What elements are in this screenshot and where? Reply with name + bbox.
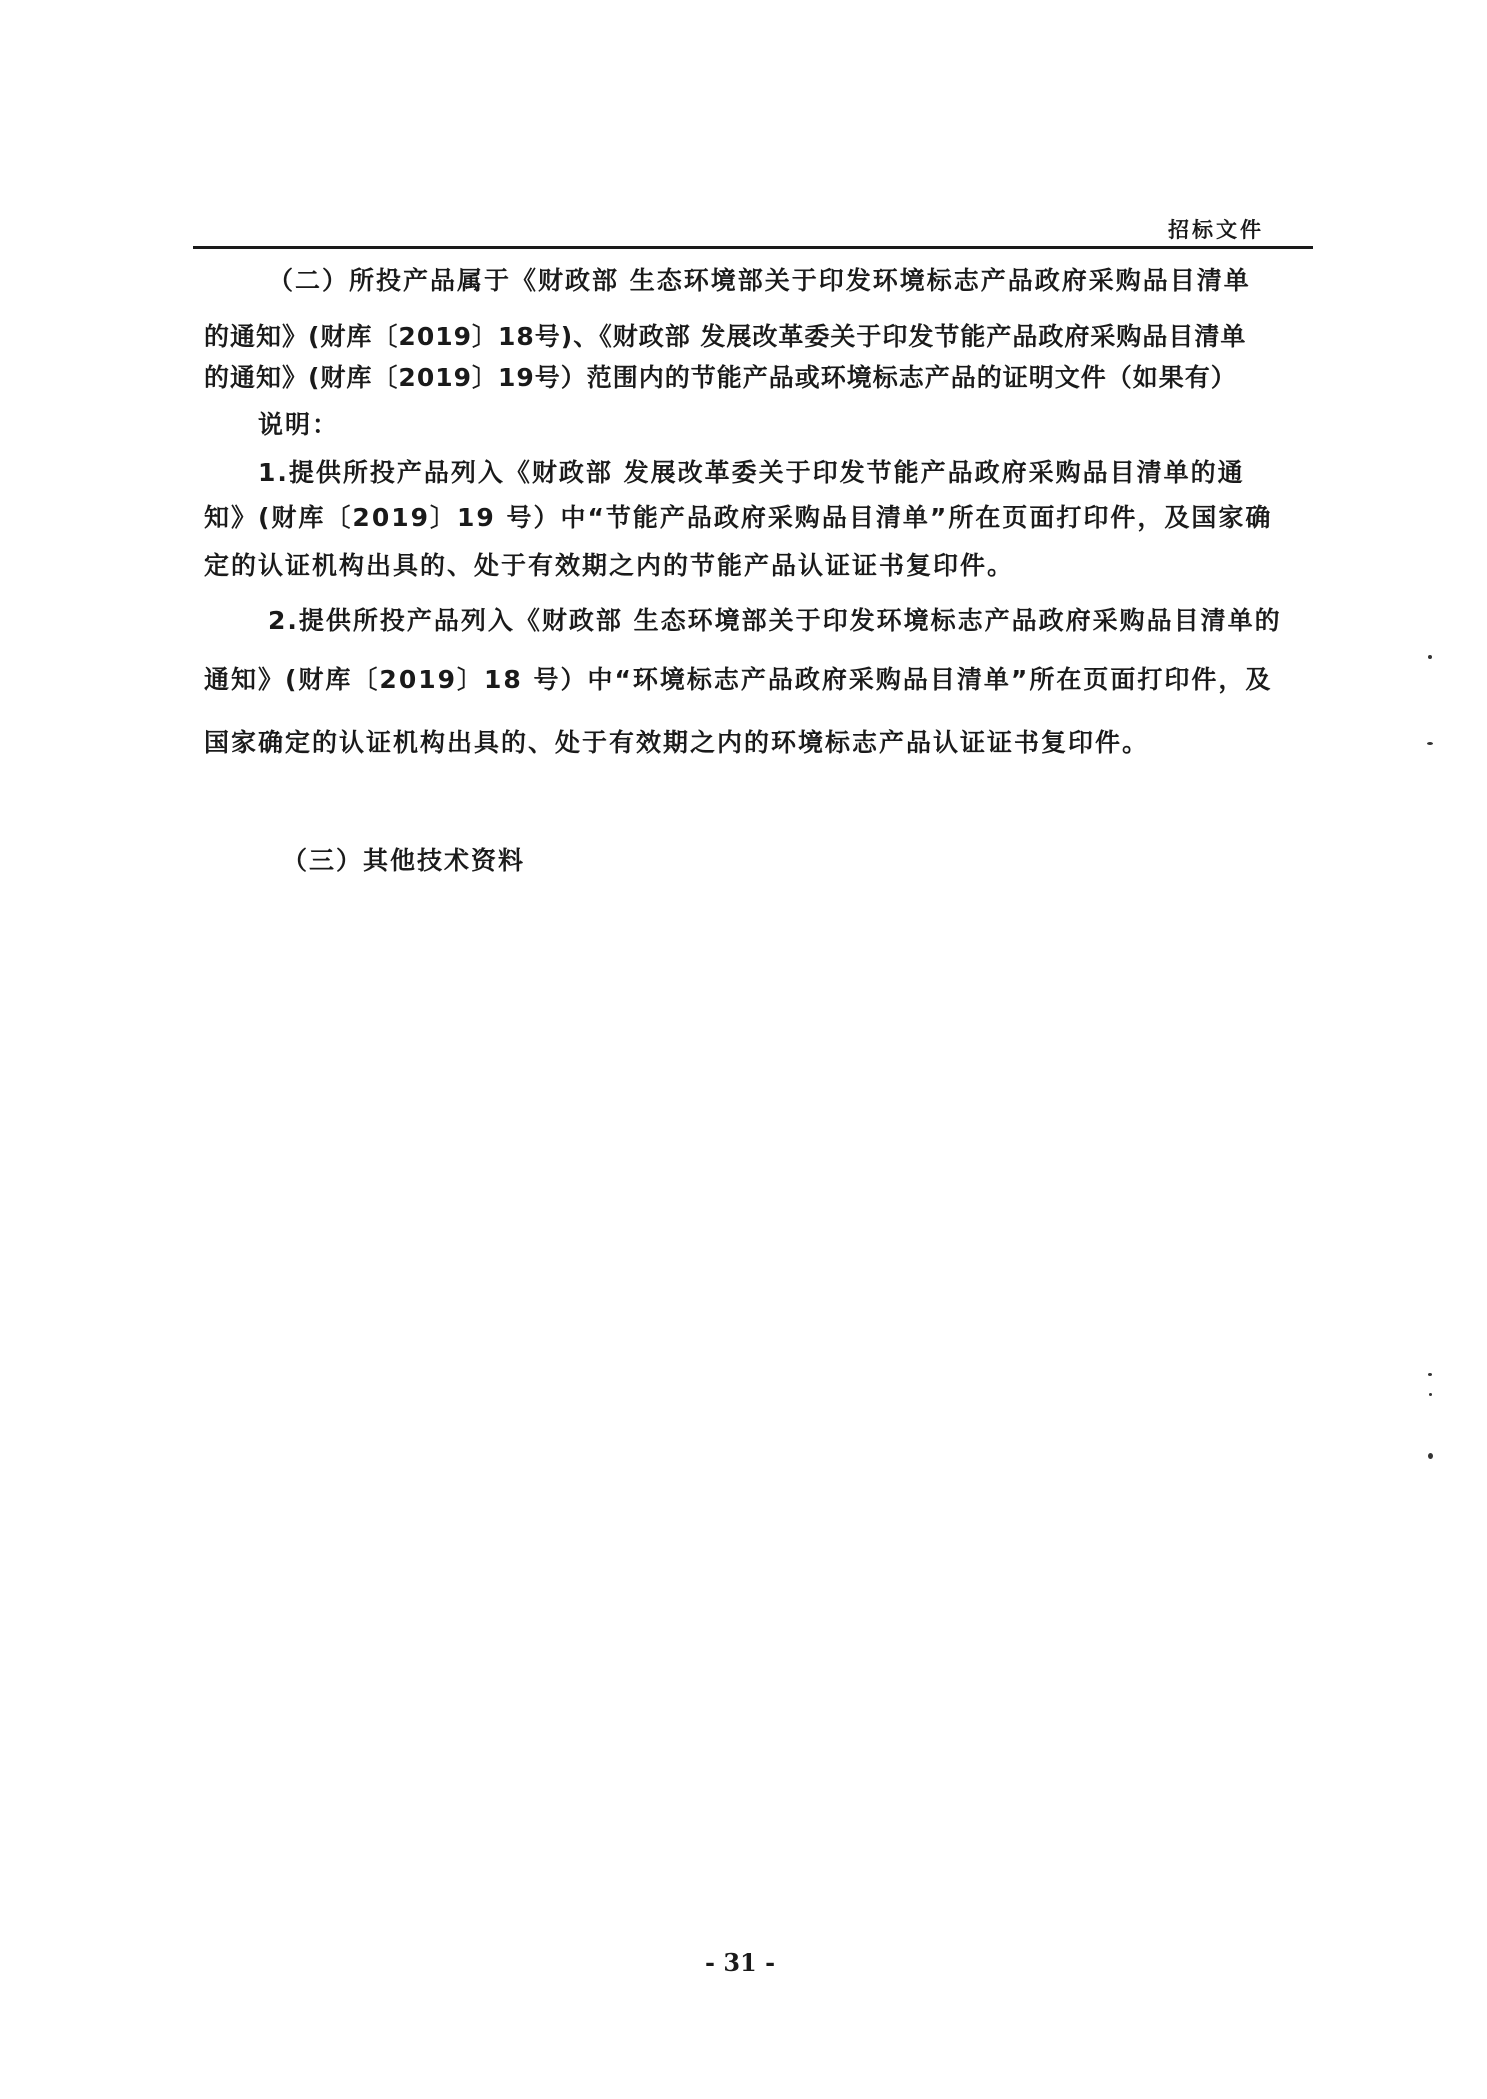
header-rule: [193, 246, 1313, 249]
item2-line-1: 2.提供所投产品列入《财政部 生态环境部关于印发环境标志产品政府采购品目清单的: [268, 606, 1282, 635]
item1-line-3: 定的认证机构出具的、处于有效期之内的节能产品认证证书复印件。: [204, 551, 1015, 580]
section3-title: （三）其他技术资料: [282, 846, 526, 875]
section2-title-line-3: 的通知》(财库〔2019〕19号）范围内的节能产品或环境标志产品的证明文件（如果有）: [204, 363, 1237, 392]
item1-line-2: 知》(财库〔2019〕19 号）中“节能产品政府采购品目清单”所在页面打印件，及国家确: [204, 503, 1273, 532]
scan-speck: [1427, 742, 1433, 745]
note-label: 说明：: [258, 410, 340, 439]
page-number: - 31 -: [705, 1948, 776, 1977]
header-label: 招标文件: [1168, 218, 1264, 242]
scan-speck: [1428, 1373, 1432, 1376]
scan-speck: [1428, 1453, 1433, 1459]
section2-title-line-2: 的通知》(财库〔2019〕18号)、《财政部 发展改革委关于印发节能产品政府采购品目清单: [204, 322, 1247, 351]
scan-speck: [1428, 655, 1432, 659]
item2-line-3: 国家确定的认证机构出具的、处于有效期之内的环境标志产品认证证书复印件。: [204, 728, 1150, 757]
item2-line-2: 通知》(财库〔2019〕18 号）中“环境标志产品政府采购品目清单”所在页面打印件，及: [204, 665, 1273, 694]
scan-speck: [1429, 1393, 1432, 1396]
item1-line-1: 1.提供所投产品列入《财政部 发展改革委关于印发节能产品政府采购品目清单的通: [258, 458, 1245, 487]
section2-title-line-1: （二）所投产品属于《财政部 生态环境部关于印发环境标志产品政府采购品目清单: [268, 266, 1251, 295]
